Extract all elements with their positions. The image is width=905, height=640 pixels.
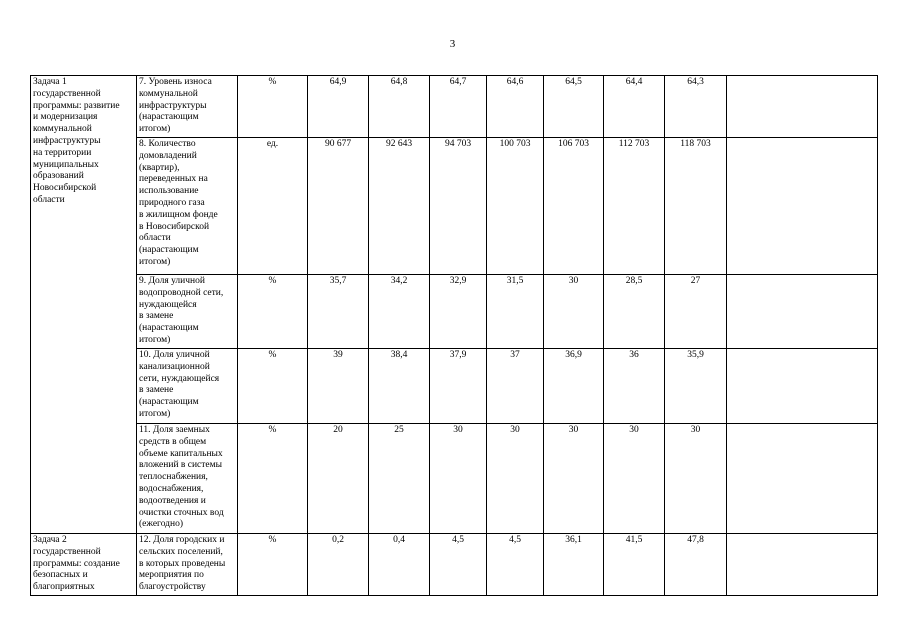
value-cell: 41,5 — [604, 534, 665, 596]
value-cell: 36 — [604, 349, 665, 424]
value-cell: 64,8 — [369, 76, 430, 138]
value-cell: 35,9 — [665, 349, 727, 424]
value-cell: 38,4 — [369, 349, 430, 424]
value-cell: 36,9 — [544, 349, 604, 424]
value-cell — [727, 76, 878, 138]
value-cell: 112 703 — [604, 138, 665, 275]
value-cell: 20 — [308, 424, 369, 534]
value-cell: 30 — [665, 424, 727, 534]
value-cell — [727, 138, 878, 275]
value-cell — [727, 275, 878, 349]
value-cell: 30 — [487, 424, 544, 534]
value-cell: 64,5 — [544, 76, 604, 138]
value-cell: 27 — [665, 275, 727, 349]
table-row — [31, 138, 878, 275]
value-cell: 30 — [544, 275, 604, 349]
value-cell: 100 703 — [487, 138, 544, 275]
value-cell: 64,9 — [308, 76, 369, 138]
value-cell: 92 643 — [369, 138, 430, 275]
value-cell: 4,5 — [487, 534, 544, 596]
indicator-cell: 10. Доля уличной канализационной сети, нуждающейся в замене (нарастающим итогом) — [137, 349, 238, 424]
value-cell: 37 — [487, 349, 544, 424]
indicators-table — [30, 75, 878, 596]
unit-cell: % — [238, 534, 308, 596]
table-row — [31, 424, 878, 534]
value-cell: 28,5 — [604, 275, 665, 349]
value-cell: 64,3 — [665, 76, 727, 138]
value-cell: 30 — [430, 424, 487, 534]
task-2-cell: Задача 2 государственной программы: создание безопасных и благоприятных — [31, 534, 137, 596]
value-cell — [727, 424, 878, 534]
value-cell: 36,1 — [544, 534, 604, 596]
indicator-cell: 9. Доля уличной водопроводной сети, нуждающейся в замене (нарастающим итогом) — [137, 275, 238, 349]
value-cell: 32,9 — [430, 275, 487, 349]
indicator-cell: 12. Доля городских и сельских поселений, в которых проведены мероприятия по благоустройству — [137, 534, 238, 596]
value-cell: 34,2 — [369, 275, 430, 349]
value-cell: 31,5 — [487, 275, 544, 349]
value-cell: 30 — [604, 424, 665, 534]
value-cell: 35,7 — [308, 275, 369, 349]
table-row — [31, 76, 878, 138]
value-cell: 94 703 — [430, 138, 487, 275]
value-cell: 30 — [544, 424, 604, 534]
table-row — [31, 534, 878, 596]
unit-cell: % — [238, 424, 308, 534]
value-cell: 64,4 — [604, 76, 665, 138]
task-1-cell: Задача 1 государственной программы: развитие и модернизация коммунальной инфраструктуры на территории муниципальных образований Новосибирской области — [31, 76, 137, 534]
value-cell: 0,2 — [308, 534, 369, 596]
value-cell: 0,4 — [369, 534, 430, 596]
page-number: 3 — [449, 38, 456, 50]
unit-cell: ед. — [238, 138, 308, 275]
unit-cell: % — [238, 76, 308, 138]
unit-cell: % — [238, 349, 308, 424]
value-cell: 64,6 — [487, 76, 544, 138]
value-cell: 25 — [369, 424, 430, 534]
indicator-cell: 7. Уровень износа коммунальной инфраструктуры (нарастающим итогом) — [137, 76, 238, 138]
table-row — [31, 349, 878, 424]
value-cell: 47,8 — [665, 534, 727, 596]
unit-cell: % — [238, 275, 308, 349]
value-cell — [727, 534, 878, 596]
value-cell: 64,7 — [430, 76, 487, 138]
value-cell — [727, 349, 878, 424]
indicator-cell: 11. Доля заемных средств в общем объеме капитальных вложений в системы теплоснабжения, водоснабжения, водоотведения и очистки сточных вод (ежегодно) — [137, 424, 238, 534]
table-row — [31, 275, 878, 349]
value-cell: 39 — [308, 349, 369, 424]
value-cell: 106 703 — [544, 138, 604, 275]
value-cell: 4,5 — [430, 534, 487, 596]
indicator-cell: 8. Количество домовладений (квартир), переведенных на использование природного газа в жилищном фонде в Новосибирской области (нарастающим итогом) — [137, 138, 238, 275]
value-cell: 90 677 — [308, 138, 369, 275]
value-cell: 37,9 — [430, 349, 487, 424]
value-cell: 118 703 — [665, 138, 727, 275]
